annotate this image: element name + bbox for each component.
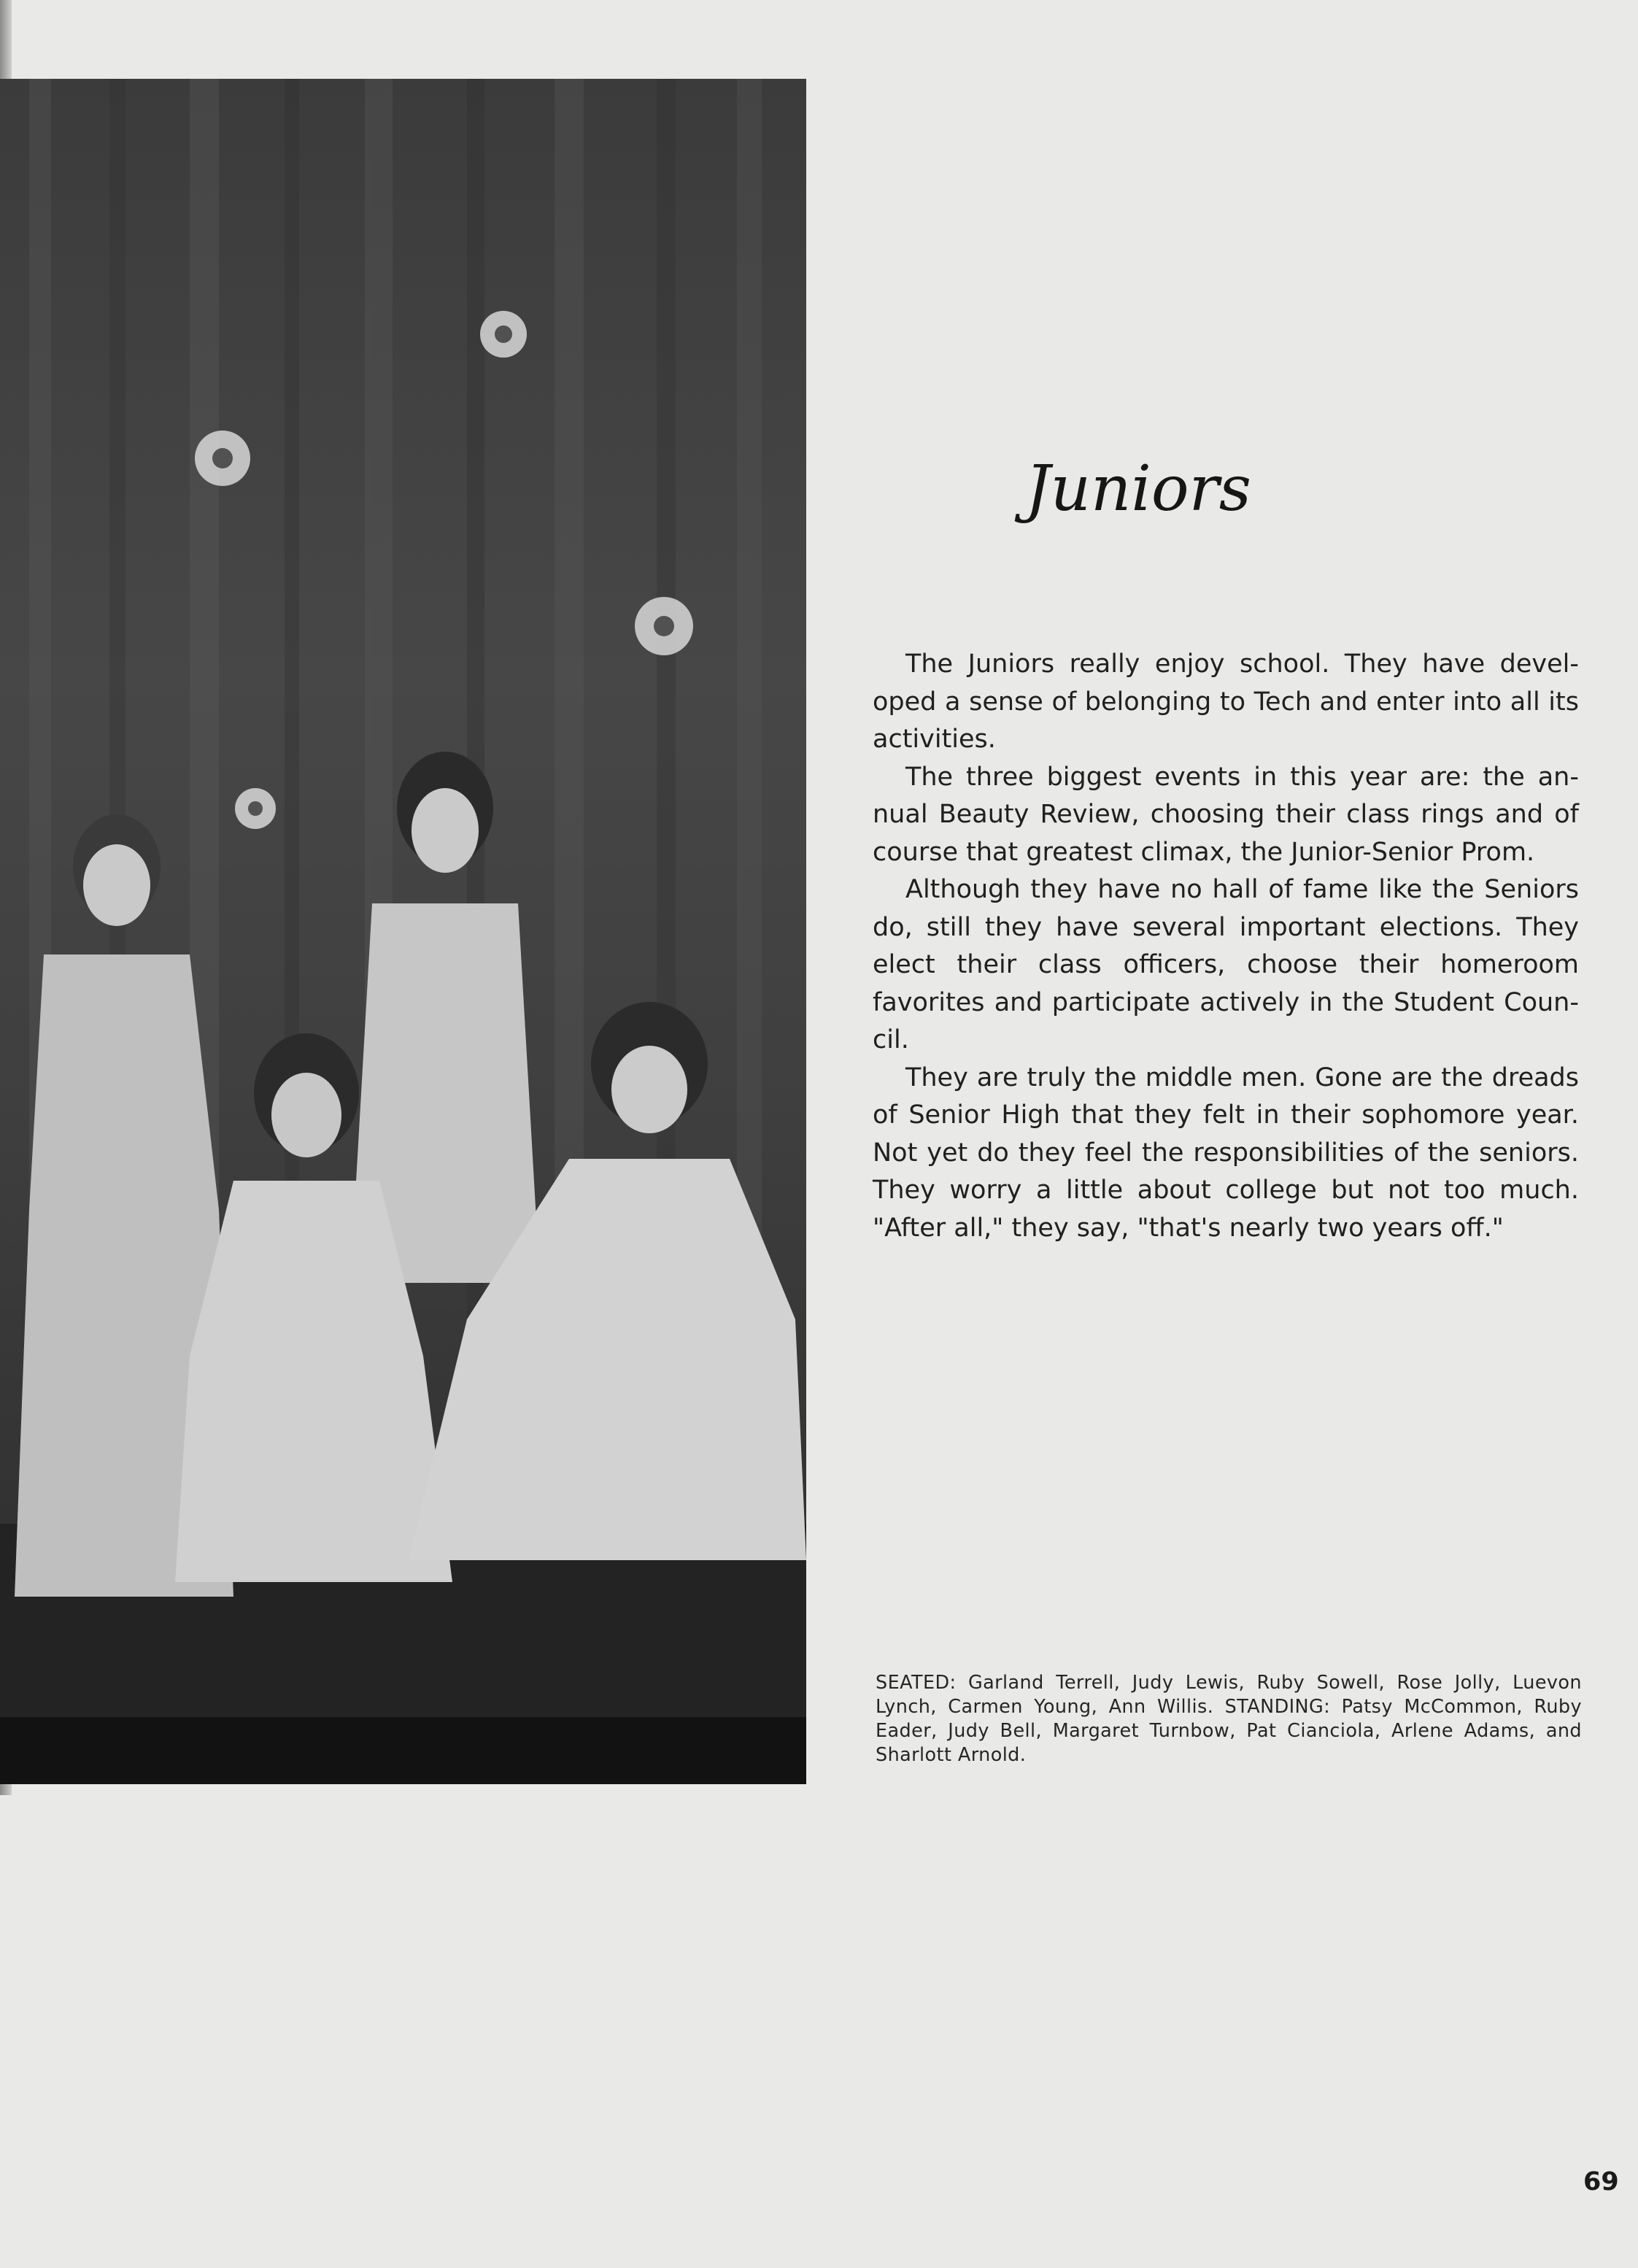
snowflake-decorations: [195, 311, 693, 829]
photo-caption: SEATED: Garland Terrell, Judy Lewis, Ruby Sowell, Rose Jolly, Luevon Lynch, Carmen Young, Ann Willis. STANDING: Patsy McCommon, Ruby Eader, Judy Bell, Margaret Turnbow, Pat Cianciola, Arlene Adams, and Sharlott Arnold.: [876, 1672, 1582, 1766]
page-number: 69: [1583, 2167, 1619, 2196]
article-paragraph: The Juniors really enjoy school. They have devel-oped a sense of belonging to Tech and enter into all its activities.: [873, 649, 1579, 754]
article-paragraph: They are truly the middle men. Gone are the dreads of Senior High that they felt in their sophomore year. Not yet do they feel the responsibilities of the seniors. They worry a little about college but not too much. "After all," they say, "that's nearly two years off.": [873, 1062, 1579, 1243]
page-title: Juniors: [1025, 452, 1251, 525]
article-paragraph: Although they have no hall of fame like the Seniors do, still they have several important elections. They elect their class officers, choose their homeroom favorites and participate actively in the Student Coun-cil.: [873, 875, 1579, 1054]
article-body: [873, 646, 1579, 1247]
photo-illustration: [0, 79, 806, 1784]
article-paragraph: The three biggest events in this year are: the an-nual Beauty Review, choosing their class rings and of course that greatest climax, the Junior-Senior Prom.: [873, 762, 1579, 867]
group-photo: [0, 79, 806, 1784]
